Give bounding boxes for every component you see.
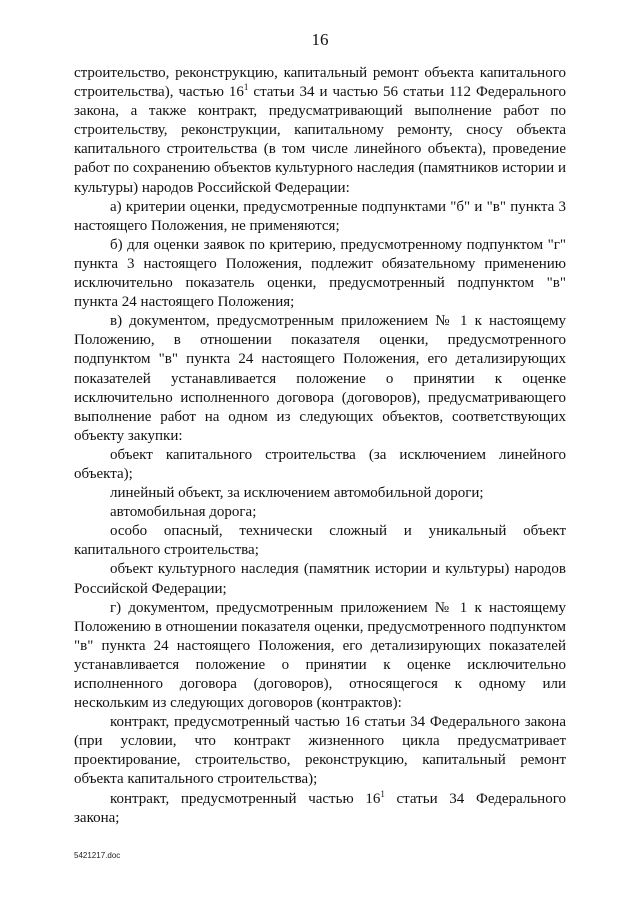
paragraph: линейный объект, за исключением автомобильной дороги; xyxy=(110,485,484,502)
paragraph: б) для оценки заявок по критерию, предусмотренному подпунктом "г" пункта 3 настоящего Положения, подлежит обязательному применению исключительно показатель оценки, предусмотренный подпунктом "в" пункта 24 настоящего Положения; xyxy=(74,236,566,311)
document-body xyxy=(74,64,566,828)
paragraph: автомобильная дорога; xyxy=(110,504,257,521)
paragraph: а) критерии оценки, предусмотренные подпунктами "б" и "в" пункта 3 настоящего Положения, не применяются; xyxy=(74,198,566,234)
paragraph: строительство, реконструкцию, капитальный ремонт объекта капитального строительства), частью $16^1$ статьи 34 и частью 56 статьи 112 Федерального закона, а также контракт, предусматривающий выполнение работ по строительству, реконструкции, капитальному ремонту, сносу объекта капитального строительства (в том числе линейного объекта), проведение работ по сохранению объектов культурного наследия (памятников истории и культуры) народов Российской Федерации: xyxy=(74,65,566,196)
paragraph: контракт, предусмотренный частью $16^1$ статьи 34 Федерального закона; xyxy=(74,788,566,826)
paragraph: в) документом, предусмотренным приложением № 1 к настоящему Положению, в отношении показателя оценки, предусмотренного подпунктом "в" пункта 24 настоящего Положения, его детализирующих показателей устанавливается положение о принятии к оценке исключительно исполненного договора (договоров), предусматривающего выполнение работ на одном из следующих объектов, соответствующих объекту закупки: xyxy=(74,313,566,444)
file-name-footer: 5421217.doc xyxy=(74,851,121,860)
superscript: 1 xyxy=(243,82,249,93)
superscript: 1 xyxy=(380,788,385,799)
paragraph: объект культурного наследия (памятник истории и культуры) народов Российской Федерации; xyxy=(74,561,566,597)
paragraph: особо опасный, технически сложный и уникальный объект капитального строительства; xyxy=(74,523,566,559)
paragraph: г) документом, предусмотренным приложением № 1 к настоящему Положению в отношении показателя оценки, предусмотренного подпунктом "в" пункта 24 настоящего Положения, его детализирующих показателей устанавливается положение о принятии к оценке исключительно исполненного договора (договоров), относящегося к одному или нескольким из следующих договоров (контрактов): xyxy=(74,599,566,712)
paragraph: объект капитального строительства (за исключением линейного объекта); xyxy=(74,446,566,482)
page-number: 16 xyxy=(311,30,329,49)
paragraph: контракт, предусмотренный частью 16 статьи 34 Федерального закона (при условии, что контракт жизненного цикла предусматривает проектирование, строительство, реконструкцию, капитальный ремонт объекта капитального строительства); xyxy=(74,714,566,788)
